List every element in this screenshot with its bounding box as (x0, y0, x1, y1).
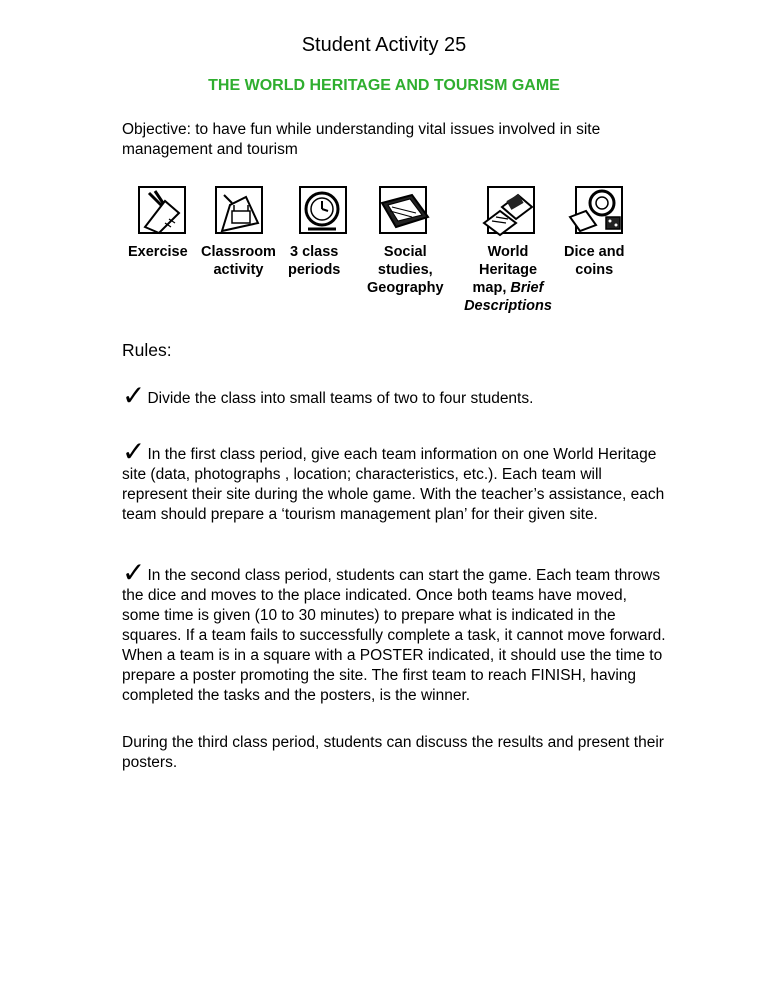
classroom-label: Classroom activity (201, 244, 276, 278)
materials-icon (478, 183, 540, 239)
rule-item: ✓ In the first class period, give each team information on one World Heritage site (data, photographs , location; characteristics, etc.). Each team will represent their site during the whole game. With the teacher’s assistance, each team should prepare a ‘tourism management plan’ for their given site. (122, 436, 665, 523)
classroom-icon (210, 183, 270, 239)
subject-label: Social studies, Geography (367, 244, 444, 296)
rules-heading: Rules: (122, 340, 172, 360)
book-icon (372, 183, 434, 239)
activity-subtitle: THE WORLD HERITAGE AND TOURISM GAME (208, 77, 560, 94)
page-title: Student Activity 25 (301, 34, 467, 56)
activity-icons-row (0, 183, 768, 323)
dice-label: Dice and coins (564, 244, 625, 278)
periods-label: 3 class periods (288, 244, 341, 278)
exercise-label: Exercise (128, 244, 188, 260)
exercise-icon (135, 183, 191, 239)
check-icon: ✓ (122, 436, 146, 467)
rule-item: ✓ Divide the class into small teams of two to four students. (122, 380, 534, 411)
check-icon: ✓ (122, 380, 146, 411)
closing-text: During the third class period, students can discuss the results and present their posters. (122, 734, 664, 771)
check-icon: ✓ (122, 557, 146, 588)
materials-label: World Heritage map, Brief Descriptions (464, 244, 552, 314)
objective-text: Objective: to have fun while understanding vital issues involved in site management and tourism (122, 121, 601, 158)
clock-icon (294, 183, 352, 239)
rule-item: ✓ In the second class period, students can start the game. Each team throws the dice and moves to the place indicated. Once both teams have moved, some time is given (10 to 30 minutes) to prepare what is indicated in the squares. If a team fails to successfully complete a task, it cannot move forward. When a team is in a square with a POSTER indicated, it should use the time to prepare a poster promoting the site. The first team to reach FINISH, having completed the tasks and the posters, is the winner. (122, 557, 666, 704)
dice-icon (566, 183, 628, 239)
